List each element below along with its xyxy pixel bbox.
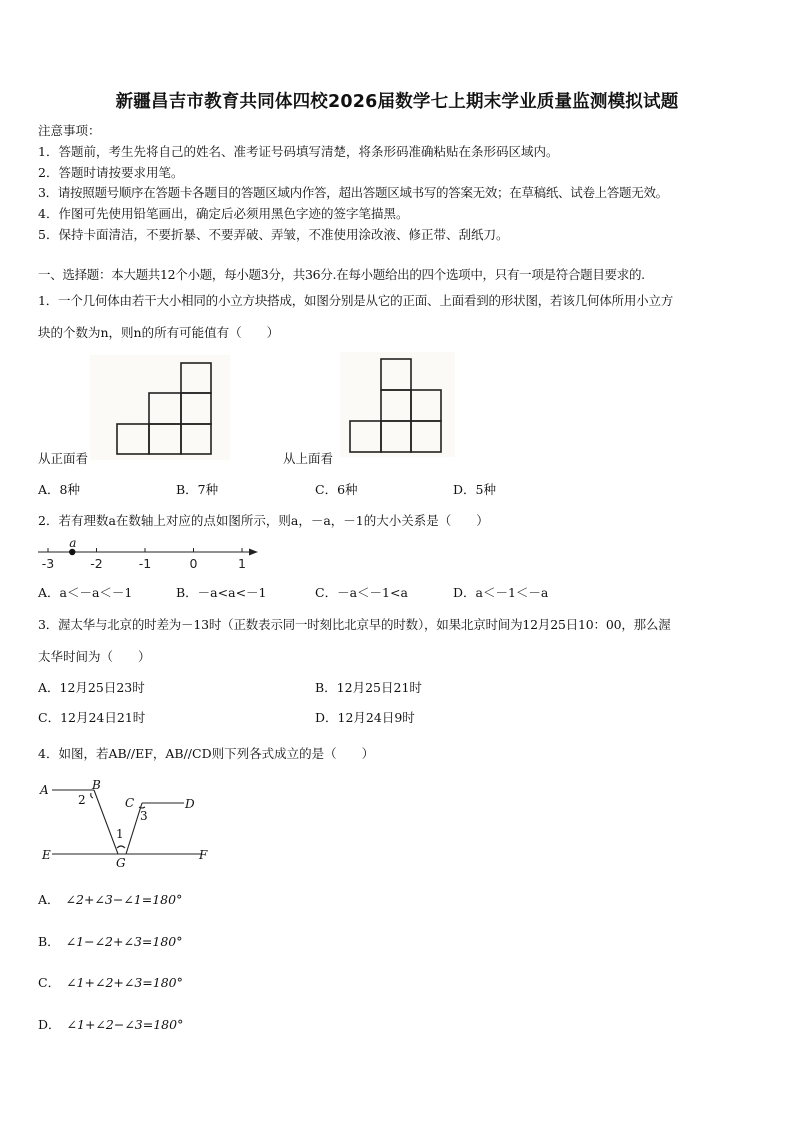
label-g: G xyxy=(116,856,126,870)
notice-item-4: 4．作图可先使用铅笔画出，确定后必须用黑色字迹的签字笔描黑。 xyxy=(38,206,409,221)
number-line-tick-label: -2 xyxy=(90,556,103,571)
q2-option-a[interactable]: A．a＜－a＜－1 xyxy=(38,585,133,600)
q3-stem-line2: 太华时间为（ ） xyxy=(38,649,151,664)
angle-1-arc xyxy=(117,846,125,848)
q3-stem-line1: 3．渥太华与北京的时差为－13时（正数表示同一时刻比北京早的时数），如果北京时间为12月25日10：00，那么渥 xyxy=(38,617,671,632)
q2-number-line xyxy=(30,536,270,572)
q2-option-c[interactable]: C．－a＜－1<a xyxy=(315,585,408,600)
angle-2-arc xyxy=(91,793,93,798)
q1-option-b[interactable]: B．7种 xyxy=(176,482,219,497)
label-b: B xyxy=(92,778,101,792)
q4-option-c-letter: C． xyxy=(38,975,61,990)
notice-item-3: 3．请按照题号顺序在答题卡各题目的答题区域内作答，超出答题区域书写的答案无效；在草稿纸、试卷上答题无效。 xyxy=(38,185,668,200)
number-line-tick-label: -3 xyxy=(41,556,55,571)
q1-stem-line1: 1．一个几何体由若干大小相同的小立方块搭成，如图分别是从它的正面、上面看到的形状图，若该几何体所用小立方 xyxy=(38,293,674,308)
q3-option-c[interactable]: C．12月24日21时 xyxy=(38,710,146,725)
label-c: C xyxy=(125,796,135,810)
q4-option-a[interactable] xyxy=(38,890,182,908)
q1-option-c[interactable]: C．6种 xyxy=(315,482,358,497)
q3-option-b[interactable]: B．12月25日21时 xyxy=(315,680,422,695)
q4-option-d-expr: ∠1+∠2−∠3=180° xyxy=(66,1017,184,1032)
notice-item-1: 1．答题前，考生先将自己的姓名、准考证号码填写清楚，将条形码准确粘贴在条形码区域内。 xyxy=(38,144,559,159)
label-angle-1: 1 xyxy=(116,827,124,841)
label-d: D xyxy=(185,797,195,811)
label-angle-2: 2 xyxy=(78,793,86,807)
q4-option-a-letter: A． xyxy=(38,892,60,907)
number-line-tick-label: 1 xyxy=(238,556,246,571)
notice-item-5: 5．保持卡面清洁，不要折暴、不要弄破、弄皱，不准使用涂改液、修正带、刮纸刀。 xyxy=(38,227,509,242)
q4-option-a-expr: ∠2+∠3−∠1=180° xyxy=(65,892,183,907)
segment-bg xyxy=(94,790,118,854)
q1-top-view-label: 从上面看 xyxy=(283,451,334,466)
q4-option-b-expr: ∠1−∠2+∠3=180° xyxy=(65,934,183,949)
number-line-tick-label: 0 xyxy=(189,556,198,571)
q4-option-c-expr: ∠1+∠2+∠3=180° xyxy=(66,975,183,990)
q2-option-b[interactable]: B．－a<a<－1 xyxy=(176,585,267,600)
q4-parallel-lines-figure xyxy=(36,778,216,870)
q4-option-c[interactable] xyxy=(38,973,183,991)
page-title: 新疆昌吉市教育共同体四校2026届数学七上期末学业质量监测模拟试题 xyxy=(115,92,679,112)
q4-stem: 4．如图，若AB//EF，AB//CD则下列各式成立的是（ ） xyxy=(38,746,375,761)
angle-3-arc xyxy=(139,807,145,808)
label-a: A xyxy=(40,783,49,797)
q4-option-b[interactable] xyxy=(38,932,183,950)
number-line-point-label: a xyxy=(69,536,77,550)
q3-option-d[interactable]: D．12月24日9时 xyxy=(315,710,415,725)
section-heading: 一、选择题：本大题共12个小题，每小题3分，共36分.在每小题给出的四个选项中，只有一项是符合题目要求的. xyxy=(38,267,645,282)
label-f: F xyxy=(199,848,208,862)
number-line-arrow xyxy=(249,549,258,556)
label-e: E xyxy=(42,848,51,862)
q3-option-a[interactable]: A．12月25日23时 xyxy=(38,680,145,695)
q1-top-view-figure xyxy=(340,352,455,457)
notice-heading: 注意事项： xyxy=(38,123,101,138)
q1-option-a[interactable]: A．8种 xyxy=(38,482,80,497)
number-line-tick-label: -1 xyxy=(138,556,152,571)
q2-option-d[interactable]: D．a＜－1＜－a xyxy=(453,585,549,600)
q4-option-d[interactable] xyxy=(38,1015,183,1033)
notice-item-2: 2．答题时请按要求用笔。 xyxy=(38,165,184,180)
label-angle-3: 3 xyxy=(140,809,148,823)
q4-option-b-letter: B． xyxy=(38,934,60,949)
q1-stem-line2: 块的个数为n，则n的所有可能值有（ ） xyxy=(38,325,280,340)
q1-option-d[interactable]: D．5种 xyxy=(453,482,496,497)
q2-stem: 2．若有理数a在数轴上对应的点如图所示，则a，－a，－1的大小关系是（ ） xyxy=(38,513,489,528)
q1-front-view-label: 从正面看 xyxy=(38,451,89,466)
q4-option-d-letter: D． xyxy=(38,1017,61,1032)
q1-front-view-figure xyxy=(90,355,230,460)
